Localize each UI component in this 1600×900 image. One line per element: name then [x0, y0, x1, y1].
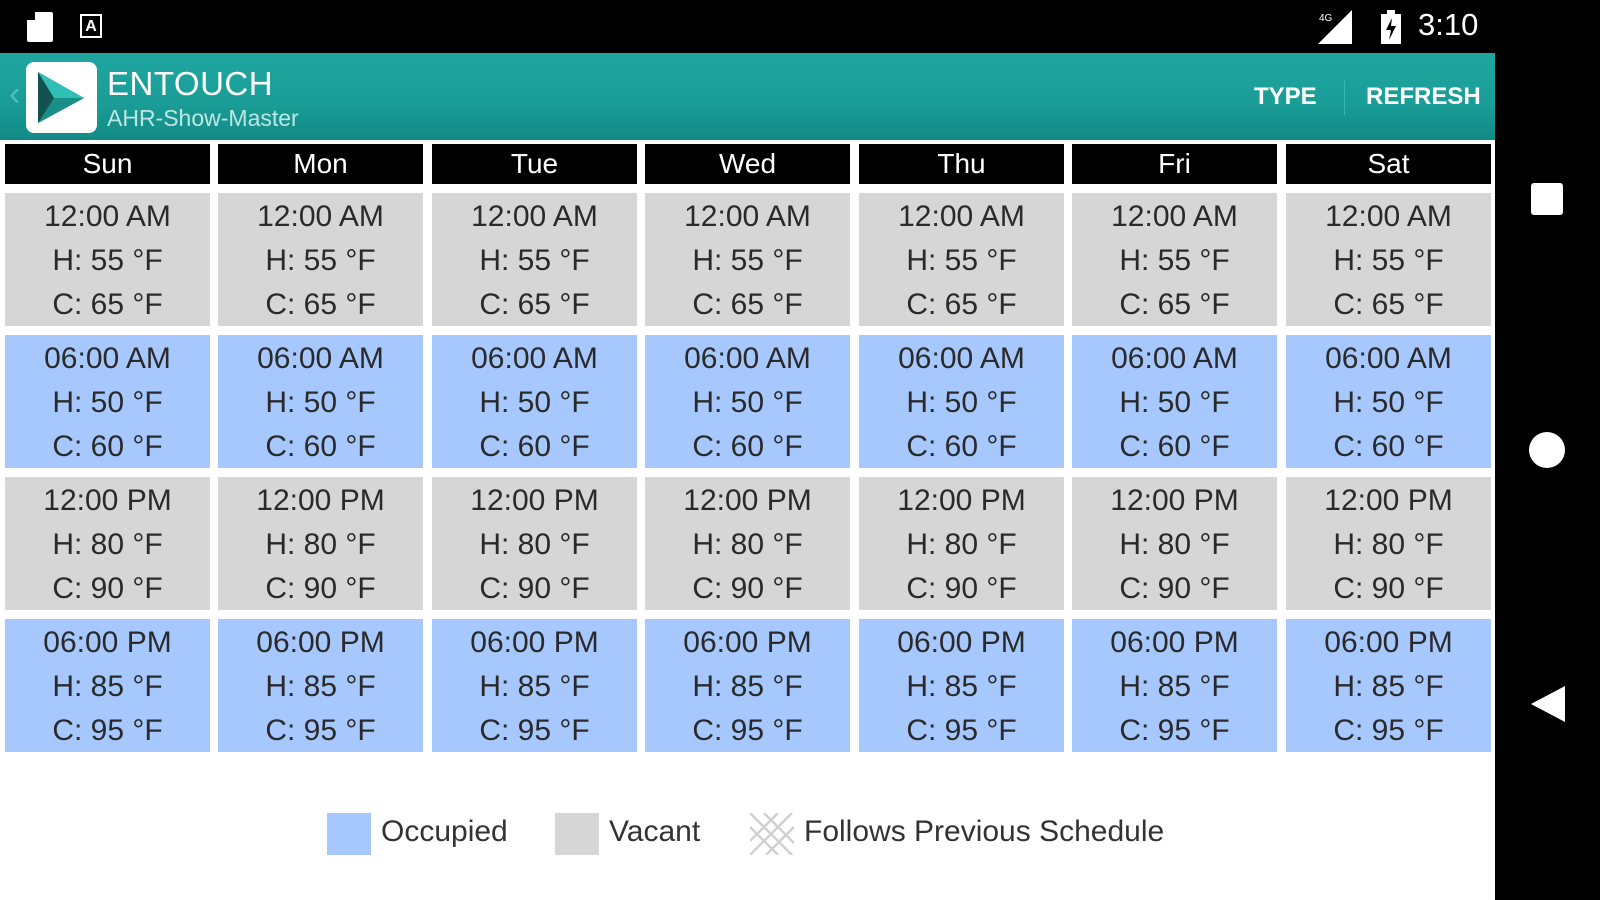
schedule-time: 06:00 PM [897, 626, 1026, 659]
cool-setpoint: C: 95 °F [692, 714, 803, 747]
schedule-time: 12:00 PM [256, 484, 385, 517]
schedule-time: 12:00 PM [1324, 484, 1453, 517]
schedule-time: 12:00 PM [683, 484, 812, 517]
schedule-time: 06:00 PM [43, 626, 172, 659]
schedule-cell[interactable] [645, 335, 850, 468]
schedule-cell[interactable] [645, 193, 850, 326]
home-circle-icon[interactable] [1529, 432, 1565, 468]
schedule-time: 12:00 PM [897, 484, 1026, 517]
schedule-time: 06:00 AM [44, 342, 171, 375]
cool-setpoint: C: 60 °F [479, 430, 590, 463]
entouch-logo [26, 62, 97, 133]
heat-setpoint: H: 85 °F [265, 670, 376, 703]
app-subtitle: AHR-Show-Master [107, 105, 299, 131]
back-chevron-icon[interactable]: ‹ [9, 75, 21, 113]
cool-setpoint: C: 95 °F [906, 714, 1017, 747]
heat-setpoint: H: 85 °F [479, 670, 590, 703]
battery-charging-icon [1381, 10, 1401, 44]
toolbar-divider [1344, 79, 1345, 115]
cool-setpoint: C: 95 °F [1119, 714, 1230, 747]
schedule-cell[interactable] [5, 619, 210, 752]
heat-setpoint: H: 85 °F [1119, 670, 1230, 703]
schedule-cell[interactable] [1072, 619, 1277, 752]
cool-setpoint: C: 90 °F [1119, 572, 1230, 605]
heat-setpoint: H: 50 °F [265, 386, 376, 419]
heat-setpoint: H: 55 °F [479, 244, 590, 277]
heat-setpoint: H: 55 °F [52, 244, 163, 277]
heat-setpoint: H: 55 °F [906, 244, 1017, 277]
legend-follows-label: Follows Previous Schedule [804, 815, 1165, 848]
heat-setpoint: H: 80 °F [52, 528, 163, 561]
schedule-cell[interactable] [1072, 477, 1277, 610]
back-triangle-icon[interactable] [1531, 686, 1565, 722]
heat-setpoint: H: 85 °F [52, 670, 163, 703]
schedule-time: 06:00 AM [1111, 342, 1238, 375]
signal-4g-icon [1318, 10, 1352, 44]
schedule-time: 12:00 AM [44, 200, 171, 233]
schedule-cell[interactable] [432, 193, 637, 326]
heat-setpoint: H: 50 °F [1333, 386, 1444, 419]
app-content [0, 53, 1495, 900]
day-header-sat: Sat [1286, 144, 1491, 184]
schedule-cell[interactable] [5, 335, 210, 468]
follows-previous-swatch [750, 813, 794, 855]
schedule-cell[interactable] [218, 477, 423, 610]
schedule-time: 06:00 AM [471, 342, 598, 375]
occupied-swatch [327, 813, 371, 855]
cool-setpoint: C: 90 °F [479, 572, 590, 605]
day-header-tue: Tue [432, 144, 637, 184]
schedule-cell[interactable] [218, 193, 423, 326]
heat-setpoint: H: 80 °F [1119, 528, 1230, 561]
heat-setpoint: H: 50 °F [52, 386, 163, 419]
heat-setpoint: H: 80 °F [1333, 528, 1444, 561]
schedule-cell[interactable] [1286, 335, 1491, 468]
schedule-cell[interactable] [218, 619, 423, 752]
cool-setpoint: C: 95 °F [479, 714, 590, 747]
schedule-cell[interactable] [1286, 193, 1491, 326]
legend-occupied-label: Occupied [381, 815, 508, 848]
cool-setpoint: C: 90 °F [52, 572, 163, 605]
type-button[interactable]: TYPE [1254, 83, 1317, 110]
toolbar [0, 53, 1495, 140]
cool-setpoint: C: 90 °F [906, 572, 1017, 605]
day-header-thu: Thu [859, 144, 1064, 184]
refresh-button[interactable]: REFRESH [1366, 83, 1481, 110]
day-header-sun: Sun [5, 144, 210, 184]
schedule-time: 06:00 PM [470, 626, 599, 659]
schedule-time: 12:00 PM [43, 484, 172, 517]
schedule-time: 06:00 AM [257, 342, 384, 375]
schedule-time: 06:00 AM [1325, 342, 1452, 375]
schedule-cell[interactable] [1072, 335, 1277, 468]
heat-setpoint: H: 85 °F [906, 670, 1017, 703]
cool-setpoint: C: 65 °F [906, 288, 1017, 321]
heat-setpoint: H: 55 °F [692, 244, 803, 277]
legend-vacant-label: Vacant [609, 815, 701, 848]
schedule-time: 12:00 AM [257, 200, 384, 233]
heat-setpoint: H: 85 °F [1333, 670, 1444, 703]
cool-setpoint: C: 95 °F [265, 714, 376, 747]
schedule-cell[interactable] [645, 619, 850, 752]
schedule-time: 12:00 AM [898, 200, 1025, 233]
schedule-time: 12:00 AM [1111, 200, 1238, 233]
schedule-cell[interactable] [1286, 619, 1491, 752]
cool-setpoint: C: 65 °F [1333, 288, 1444, 321]
schedule-time: 06:00 PM [1110, 626, 1239, 659]
heat-setpoint: H: 50 °F [1119, 386, 1230, 419]
schedule-cell[interactable] [5, 477, 210, 610]
cool-setpoint: C: 65 °F [52, 288, 163, 321]
schedule-cell[interactable] [859, 477, 1064, 610]
cool-setpoint: C: 60 °F [906, 430, 1017, 463]
cool-setpoint: C: 90 °F [265, 572, 376, 605]
cool-setpoint: C: 65 °F [479, 288, 590, 321]
recents-square-icon[interactable] [1531, 183, 1563, 215]
schedule-cell[interactable] [5, 193, 210, 326]
schedule-cell[interactable] [432, 477, 637, 610]
cool-setpoint: C: 60 °F [692, 430, 803, 463]
schedule-cell[interactable] [645, 477, 850, 610]
day-header-wed: Wed [645, 144, 850, 184]
status-bar [0, 0, 1495, 53]
heat-setpoint: H: 50 °F [479, 386, 590, 419]
schedule-cell[interactable] [859, 193, 1064, 326]
schedule-time: 06:00 AM [684, 342, 811, 375]
schedule-time: 06:00 PM [683, 626, 812, 659]
heat-setpoint: H: 50 °F [906, 386, 1017, 419]
schedule-time: 06:00 AM [898, 342, 1025, 375]
cool-setpoint: C: 60 °F [1119, 430, 1230, 463]
schedule-time: 12:00 AM [471, 200, 598, 233]
schedule-time: 12:00 PM [470, 484, 599, 517]
app-title: ENTOUCH [107, 65, 274, 102]
schedule-time: 06:00 PM [1324, 626, 1453, 659]
heat-setpoint: H: 50 °F [692, 386, 803, 419]
svg-text:4G: 4G [1319, 13, 1333, 24]
text-a-icon: A [80, 14, 102, 38]
cool-setpoint: C: 95 °F [1333, 714, 1444, 747]
heat-setpoint: H: 80 °F [265, 528, 376, 561]
schedule-time: 12:00 PM [1110, 484, 1239, 517]
status-time: 3:10 [1418, 7, 1479, 42]
cool-setpoint: C: 65 °F [265, 288, 376, 321]
heat-setpoint: H: 55 °F [1333, 244, 1444, 277]
cool-setpoint: C: 60 °F [265, 430, 376, 463]
schedule-cell[interactable] [859, 619, 1064, 752]
heat-setpoint: H: 80 °F [906, 528, 1017, 561]
schedule-cell[interactable] [432, 619, 637, 752]
vacant-swatch [555, 813, 599, 855]
schedule-time: 12:00 AM [1325, 200, 1452, 233]
schedule-cell[interactable] [1072, 193, 1277, 326]
schedule-cell[interactable] [218, 335, 423, 468]
cool-setpoint: C: 95 °F [52, 714, 163, 747]
cool-setpoint: C: 90 °F [692, 572, 803, 605]
heat-setpoint: H: 55 °F [265, 244, 376, 277]
cool-setpoint: C: 60 °F [52, 430, 163, 463]
sd-card-icon [27, 12, 53, 42]
schedule-cell[interactable] [859, 335, 1064, 468]
cool-setpoint: C: 90 °F [1333, 572, 1444, 605]
schedule-time: 12:00 AM [684, 200, 811, 233]
heat-setpoint: H: 85 °F [692, 670, 803, 703]
heat-setpoint: H: 80 °F [479, 528, 590, 561]
schedule-cell[interactable] [1286, 477, 1491, 610]
cool-setpoint: C: 60 °F [1333, 430, 1444, 463]
day-header-mon: Mon [218, 144, 423, 184]
day-header-fri: Fri [1072, 144, 1277, 184]
cool-setpoint: C: 65 °F [692, 288, 803, 321]
schedule-cell[interactable] [432, 335, 637, 468]
cool-setpoint: C: 65 °F [1119, 288, 1230, 321]
heat-setpoint: H: 55 °F [1119, 244, 1230, 277]
heat-setpoint: H: 80 °F [692, 528, 803, 561]
schedule-time: 06:00 PM [256, 626, 385, 659]
